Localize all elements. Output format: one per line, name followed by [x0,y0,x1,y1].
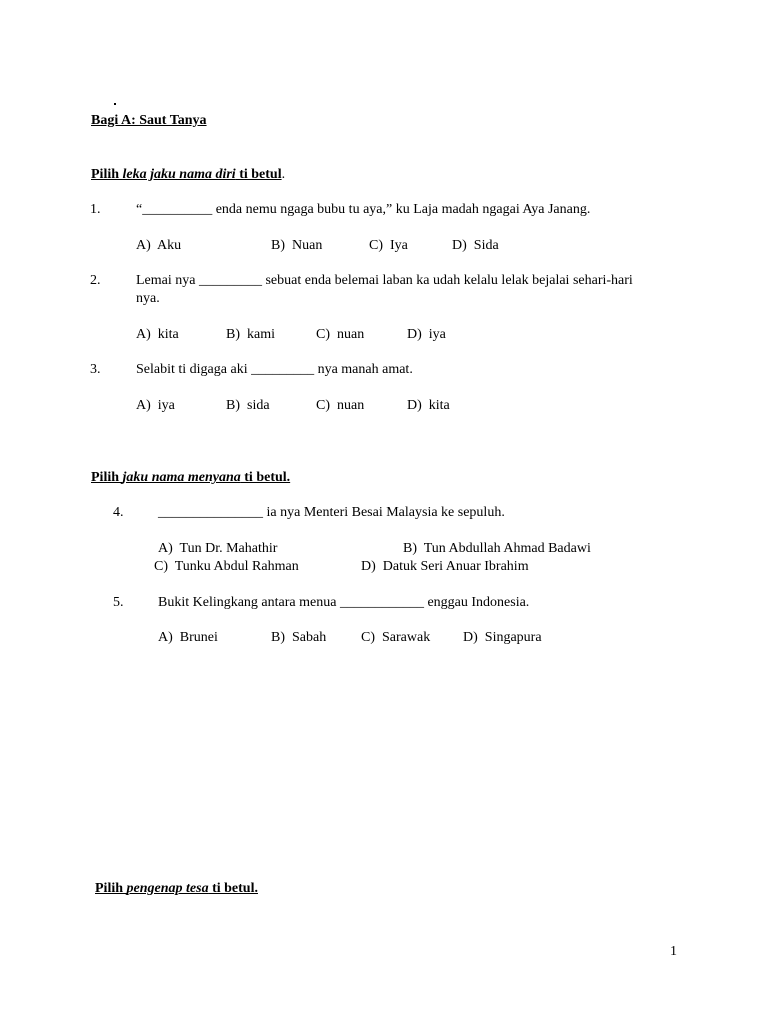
question-4-text: _______________ ia nya Menteri Besai Malaysia ke sepuluh. [158,505,505,520]
question-2-text-line-2: nya. [136,291,160,306]
question-2-option-d: D) iya [407,327,446,342]
instruction-3 [95,881,258,897]
question-3-option-d: D) kita [407,398,450,413]
instruction-3-part-2: pengenap tesa [126,881,209,896]
instruction-1-part-2: leka jaku nama diri [122,167,236,182]
question-3-option-c: C) nuan [316,398,365,413]
instruction-1-trail: . [281,167,286,182]
instruction-2-part-3: ti betul. [240,470,291,485]
section-title: Bagi A: Saut Tanya [91,113,207,128]
question-3-option-b: B) sida [226,398,270,413]
instruction-3-part-3: ti betul. [208,881,258,896]
question-1-number: 1. [90,202,101,217]
question-5-number: 5. [113,595,124,610]
instruction-2-part-1: Pilih [91,470,123,485]
instruction-2-part-2: jaku nama menyana [122,470,241,485]
question-4-option-d: D) Datuk Seri Anuar Ibrahim [361,559,529,574]
question-4-option-b: B) Tun Abdullah Ahmad Badawi [403,541,591,556]
stray-dot [114,103,116,105]
question-2-number: 2. [90,273,101,288]
question-1-option-d: D) Sida [452,238,499,253]
question-1-option-b: B) Nuan [271,238,323,253]
instruction-2 [91,470,290,486]
question-4-number: 4. [113,505,124,520]
question-5-option-b: B) Sabah [271,630,327,645]
instruction-1 [91,167,285,183]
question-2-option-a: A) kita [136,327,179,342]
instruction-1-part-1: Pilih [91,167,123,182]
question-5-option-d: D) Singapura [463,630,542,645]
question-1-option-a: A) Aku [136,238,182,253]
question-5-option-c: C) Sarawak [361,630,431,645]
question-4-option-a: A) Tun Dr. Mahathir [158,541,278,556]
question-2-option-b: B) kami [226,327,275,342]
question-1-option-c: C) Iya [369,238,408,253]
question-3-number: 3. [90,362,101,377]
question-4-option-c: C) Tunku Abdul Rahman [154,559,299,574]
question-5-text: Bukit Kelingkang antara menua ____________ enggau Indonesia. [158,595,530,610]
question-3-option-a: A) iya [136,398,175,413]
page-number: 1 [670,944,677,959]
instruction-1-part-3: ti betul [235,167,282,182]
question-3-text: Selabit ti digaga aki _________ nya manah amat. [136,362,413,377]
question-1-text: “__________ enda nemu ngaga bubu tu aya,” ku Laja madah ngagai Aya Janang. [136,202,591,217]
question-2-text-line-1: Lemai nya _________ sebuat enda belemai laban ka udah kelalu lelak bejalai sehari-hari [136,273,633,288]
question-5-option-a: A) Brunei [158,630,218,645]
instruction-3-part-1: Pilih [95,881,127,896]
question-2-option-c: C) nuan [316,327,365,342]
